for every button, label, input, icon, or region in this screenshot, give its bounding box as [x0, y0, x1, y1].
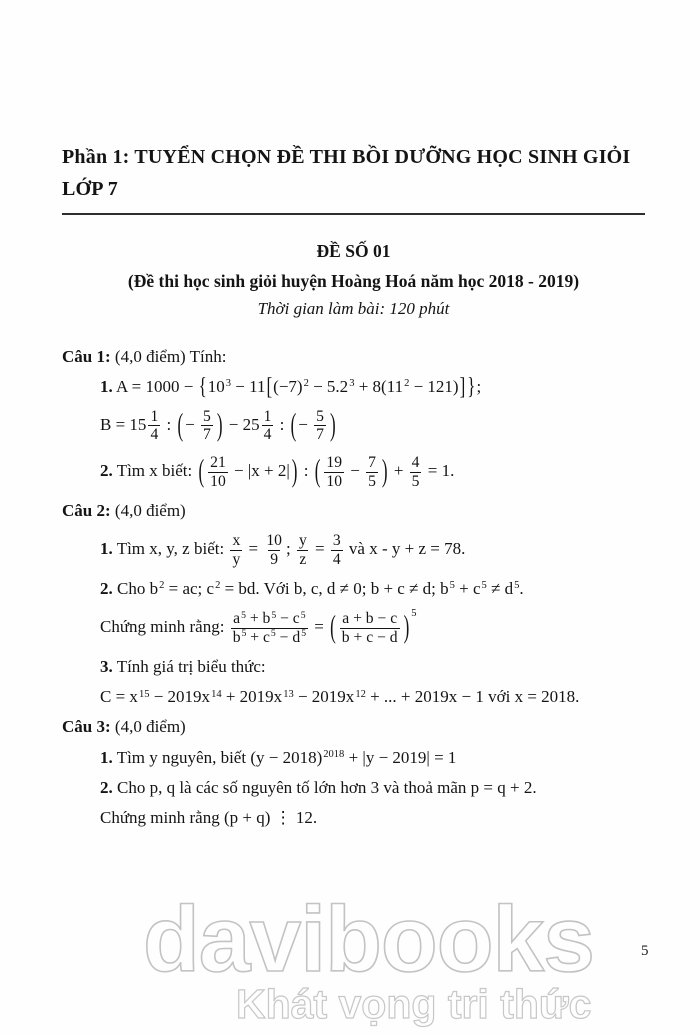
q3-item2 [100, 777, 645, 799]
exam-title: ĐỀ SỐ 01 [316, 240, 391, 261]
q1-item1 [100, 372, 645, 400]
math-expression: Chứng minh rằng (p + q) ⋮ 12. [100, 807, 318, 827]
exam-subtitle: (Đề thi học sinh giỏi huyện Hoàng Hoá năm học 2018 - 2019) [127, 270, 580, 291]
math-expression: $C = x^{15} - 2019x^{14} + 2019x^{13} - 2019x^{12}$ + ... + 2019x − 1 với x = 2018. [100, 687, 580, 707]
q2-heading [62, 500, 645, 522]
page-number: 5 [641, 943, 649, 959]
q3-item2-proof [100, 807, 645, 829]
math-expression: Chứng minh rằng: $\frac{a^5 + b^5 - c^5}{b^5 + c^5 - d^5}$ = ( $\frac{a + b - c}{b + c - d}$ ) 5 [100, 608, 417, 646]
math-expression: Tìm x biết: ( $\frac{21}{10}$ − |x + 2| ) : ( $\frac{19}{10}$ − $\frac{7}{5}$ ) + $\frac{4}{5}$ = 1. [112, 453, 455, 490]
math-expression: Tính giá trị biểu thức: [112, 657, 266, 677]
watermark-tagline: Khát vọng tri thức [236, 981, 592, 1027]
q2-item3 [100, 656, 645, 678]
q2-item1 [100, 532, 645, 568]
line-label: 1. [100, 747, 113, 767]
line-label: Câu 3: [62, 717, 111, 737]
q2-item2-proof [100, 610, 645, 646]
math-expression: (4,0 điểm) Tính: [110, 346, 227, 366]
header-divider [62, 213, 645, 215]
exam-content [62, 346, 645, 829]
line-label: 1. [100, 376, 113, 396]
math-expression: Tìm y nguyên, biết $(y - 2018)^{2018} + |y - 2019| = 1$ [112, 747, 457, 767]
line-label: Câu 1: [62, 346, 111, 366]
math-expression: (4,0 điểm) [110, 717, 186, 737]
q1-itemB [100, 408, 645, 444]
q1-item2 [100, 454, 645, 490]
line-label: 2. [100, 777, 113, 797]
exam-duration: Thời gian làm bài: 120 phút [257, 298, 450, 318]
math-expression: (4,0 điểm) [110, 501, 186, 521]
q2-item3-expr [100, 686, 645, 708]
line-label: Câu 2: [62, 501, 111, 521]
watermark-brand: davibooks [143, 887, 594, 991]
q2-item2 [100, 578, 645, 600]
line-label: 1. [100, 539, 113, 559]
line-label: 2. [100, 460, 113, 480]
part-title: Phần 1: TUYỂN CHỌN ĐỀ THI BỒI DƯỠNG HỌC SINH GIỎI LỚP 7 [62, 146, 631, 201]
math-expression: Cho $b^2$ = ac; $c^2$ = bd. Với b, c, d ≠ 0; b + c ≠ d; $b^5 + c^5 \ne d^5$. [112, 579, 524, 599]
line-label: 3. [100, 657, 113, 677]
math-expression: B = 15 $\frac{1}{4}$ : ( − $\frac{5}{7}$ ) − 25 $\frac{1}{4}$ : ( − $\frac{5}{7}$ ) [100, 407, 336, 444]
math-expression: Tìm x, y, z biết: $\frac{x}{y}$ = $\frac{10}{9}$ ; $\frac{y}{z}$ = $\frac{3}{4}$ và x - y + z = 78. [112, 532, 466, 568]
q1-heading [62, 346, 645, 368]
q3-item1 [100, 747, 645, 769]
math-expression: $A = 1000 - \{10^3 - 11[(-7)^2 - 5.2^3 + 8(11^2 - 121)]$ }; [112, 372, 482, 400]
q3-heading [62, 716, 645, 738]
math-expression: Cho p, q là các số nguyên tố lớn hơn 3 và thoả mãn p = q + 2. [112, 777, 537, 797]
line-label: 2. [100, 579, 113, 599]
